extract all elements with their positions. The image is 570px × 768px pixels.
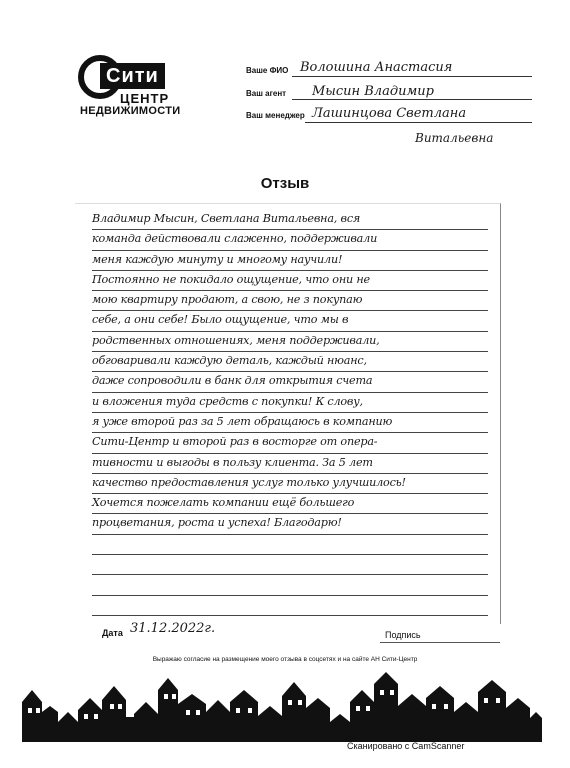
manager-value-line1: Лашинцова Светлана — [312, 106, 467, 121]
review-line: меня каждую минуту и многому научили! — [92, 251, 488, 271]
review-line: и вложения туда средств с покупки! К слову, — [92, 393, 488, 413]
date-value: 31.12.2022г. — [130, 621, 216, 636]
review-line: себе, а они себе! Было ощущение, что мы в — [92, 311, 488, 331]
review-line: родственных отношениях, меня поддерживали, — [92, 332, 488, 352]
name-label: Ваше ФИО — [246, 66, 289, 75]
page-title: Отзыв — [260, 175, 310, 192]
agent-label: Ваш агент — [246, 89, 287, 98]
signature-line — [380, 642, 500, 643]
review-line: тивности и выгоды в пользу клиента. За 5 лет — [92, 454, 488, 474]
logo-brand-bottom: НЕДВИЖИМОСТИ — [80, 105, 181, 117]
review-line — [92, 535, 488, 555]
review-line: я уже второй раз за 5 лет обращаюсь в компанию — [92, 413, 488, 433]
company-logo — [78, 55, 188, 125]
review-line: Сити-Центр и второй раз в восторге от опера- — [92, 433, 488, 453]
review-line: команда действовали слаженно, поддерживали — [92, 230, 488, 250]
name-value: Волошина Анастасия — [300, 60, 453, 75]
signature-label: Подпись — [385, 630, 421, 640]
manager-value-line2: Витальевна — [415, 131, 494, 145]
agent-value: Мысин Владимир — [312, 84, 434, 99]
review-line: Постоянно не покидало ощущение, что они не — [92, 271, 488, 291]
date-label: Дата — [102, 628, 123, 638]
city-skyline-graphic — [22, 672, 542, 742]
review-line: процветания, роста и успеха! Благодарю! — [92, 514, 488, 534]
review-line — [92, 596, 488, 616]
agent-line — [292, 99, 532, 100]
manager-label: Ваш менеджер — [246, 111, 305, 120]
review-line: даже сопроводили в банк для открытия счета — [92, 372, 488, 392]
scanner-watermark: Сканировано с CamScanner — [347, 741, 465, 751]
review-line: Владимир Мысин, Светлана Витальевна, вся — [92, 210, 488, 230]
logo-brand-top: Сити — [100, 63, 165, 89]
name-line — [292, 76, 532, 77]
logo-brand-middle: ЦЕНТР — [120, 91, 170, 106]
review-line: Хочется пожелать компании ещё большего — [92, 494, 488, 514]
review-text-area — [92, 210, 488, 616]
review-line: обговаривали каждую деталь, каждый нюанс, — [92, 352, 488, 372]
review-line: качество предоставления услуг только улучшилось! — [92, 474, 488, 494]
consent-text: Выражаю согласие на размещение моего отзыва в соцсетях и на сайте АН Сити-Центр — [152, 656, 418, 663]
manager-line — [305, 122, 532, 123]
review-line — [92, 555, 488, 575]
review-line — [92, 575, 488, 595]
review-line: мою квартиру продают, а свою, не з покупаю — [92, 291, 488, 311]
